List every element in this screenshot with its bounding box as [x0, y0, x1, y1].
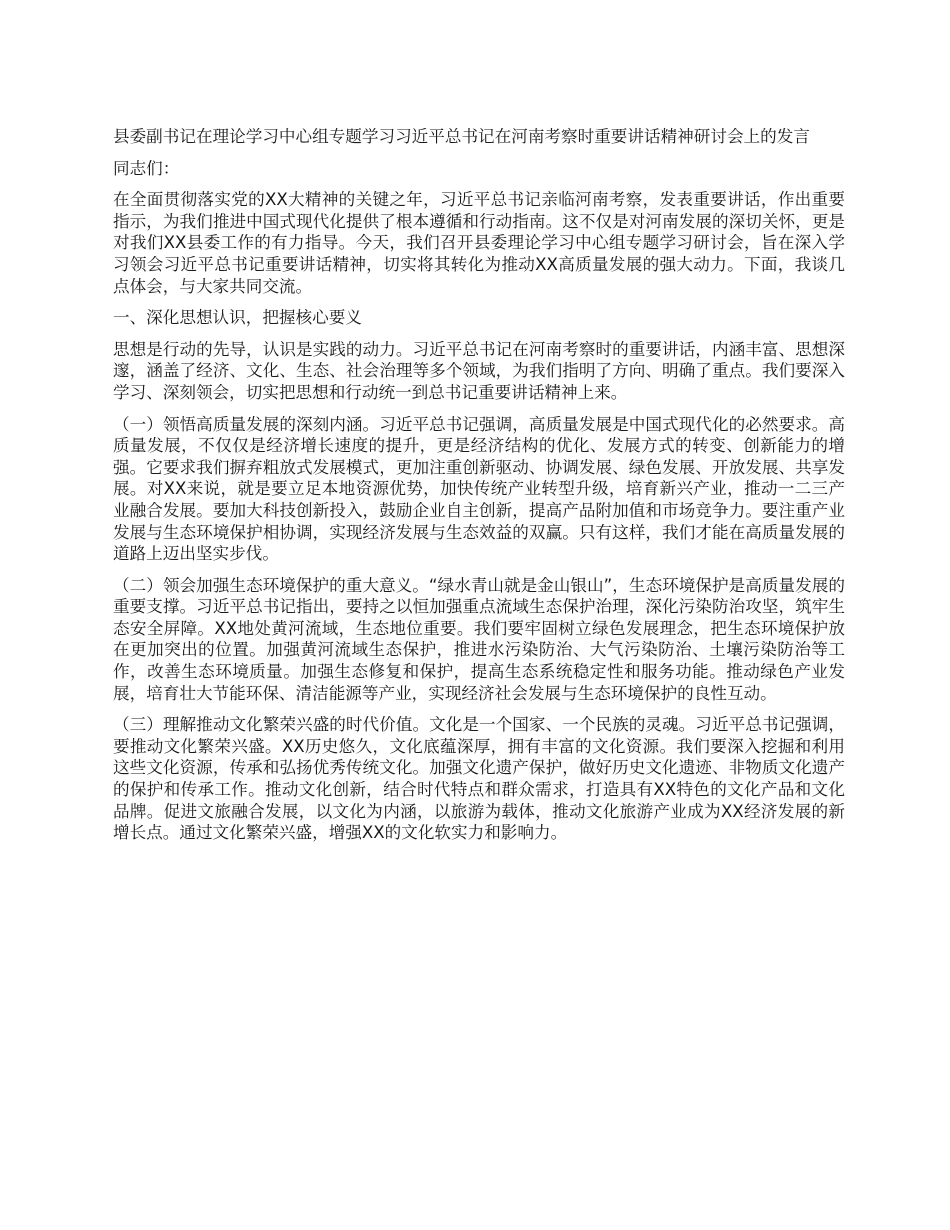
salutation: 同志们：	[113, 158, 180, 178]
document-title: 县委副书记在理论学习中心组专题学习习近平总书记在河南考察时重要讲话精神研讨会上的发言	[113, 127, 810, 146]
document-page	[113, 126, 845, 854]
point-paragraph-3: （三）理解推动文化繁荣兴盛的时代价值。文化是一个国家、一个民族的灵魂。习近平总书记强调，要推动文化繁荣兴盛。XX历史悠久，文化底蕴深厚，拥有丰富的文化资源。我们要深入挖掘和利用这些文化资源，传承和弘扬优秀传统文化。加强文化遗产保护，做好历史文化遗迹、非物质文化遗产的保护和传承工作。推动文化创新，结合时代特点和群众需求，打造具有XX特色的文化产品和文化品牌。促进文旅融合发展，以文化为内涵，以旅游为载体，推动文化旅游产业成为XX经济发展的新增长点。通过文化繁荣兴盛，增强XX的文化软实力和影响力。	[113, 715, 845, 843]
intro-paragraph: 在全面贯彻落实党的XX大精神的关键之年，习近平总书记亲临河南考察，发表重要讲话，作出重要指示，为我们推进中国式现代化提供了根本遵循和行动指南。这不仅是对河南发展的深切关怀，更是对我们XX县委工作的有力指导。今天，我们召开县委理论学习中心组专题学习研讨会，旨在深入学习领会习近平总书记重要讲话精神，切实将其转化为推动XX高质量发展的强大动力。下面，我谈几点体会，与大家共同交流。	[113, 190, 845, 296]
section-heading-1: 一、深化思想认识，把握核心要义	[113, 308, 362, 328]
section-paragraph-1: 思想是行动的先导，认识是实践的动力。习近平总书记在河南考察时的重要讲话，内涵丰富、思想深邃，涵盖了经济、文化、生态、社会治理等多个领域，为我们指明了方向、明确了重点。我们要深入学习、深刻领会，切实把思想和行动统一到总书记重要讲话精神上来。	[113, 339, 845, 402]
point-paragraph-1: （一）领悟高质量发展的深刻内涵。习近平总书记强调，高质量发展是中国式现代化的必然要求。高质量发展，不仅仅是经济增长速度的提升，更是经济结构的优化、发展方式的转变、创新能力的增强。它要求我们摒弃粗放式发展模式，更加注重创新驱动、协调发展、绿色发展、开放发展、共享发展。对XX来说，就是要立足本地资源优势，加快传统产业转型升级，培育新兴产业，推动一二三产业融合发展。要加大科技创新投入，鼓励企业自主创新，提高产品附加值和市场竞争力。要注重产业发展与生态环境保护相协调，实现经济发展与生态效益的双赢。只有这样，我们才能在高质量发展的道路上迈出坚实步伐。	[113, 414, 845, 564]
point-paragraph-2: （二）领会加强生态环境保护的重大意义。“绿水青山就是金山银山”，生态环境保护是高质量发展的重要支撑。习近平总书记指出，要持之以恒加强重点流域生态保护治理，深化污染防治攻坚，筑牢生态安全屏障。XX地处黄河流域，生态地位重要。我们要牢固树立绿色发展理念，把生态环境保护放在更加突出的位置。加强黄河流域生态保护，推进水污染防治、大气污染防治、土壤污染防治等工作，改善生态环境质量。加强生态修复和保护，提高生态系统稳定性和服务功能。推动绿色产业发展，培育壮大节能环保、清洁能源等产业，实现经济社会发展与生态环境保护的良性互动。	[113, 575, 845, 703]
